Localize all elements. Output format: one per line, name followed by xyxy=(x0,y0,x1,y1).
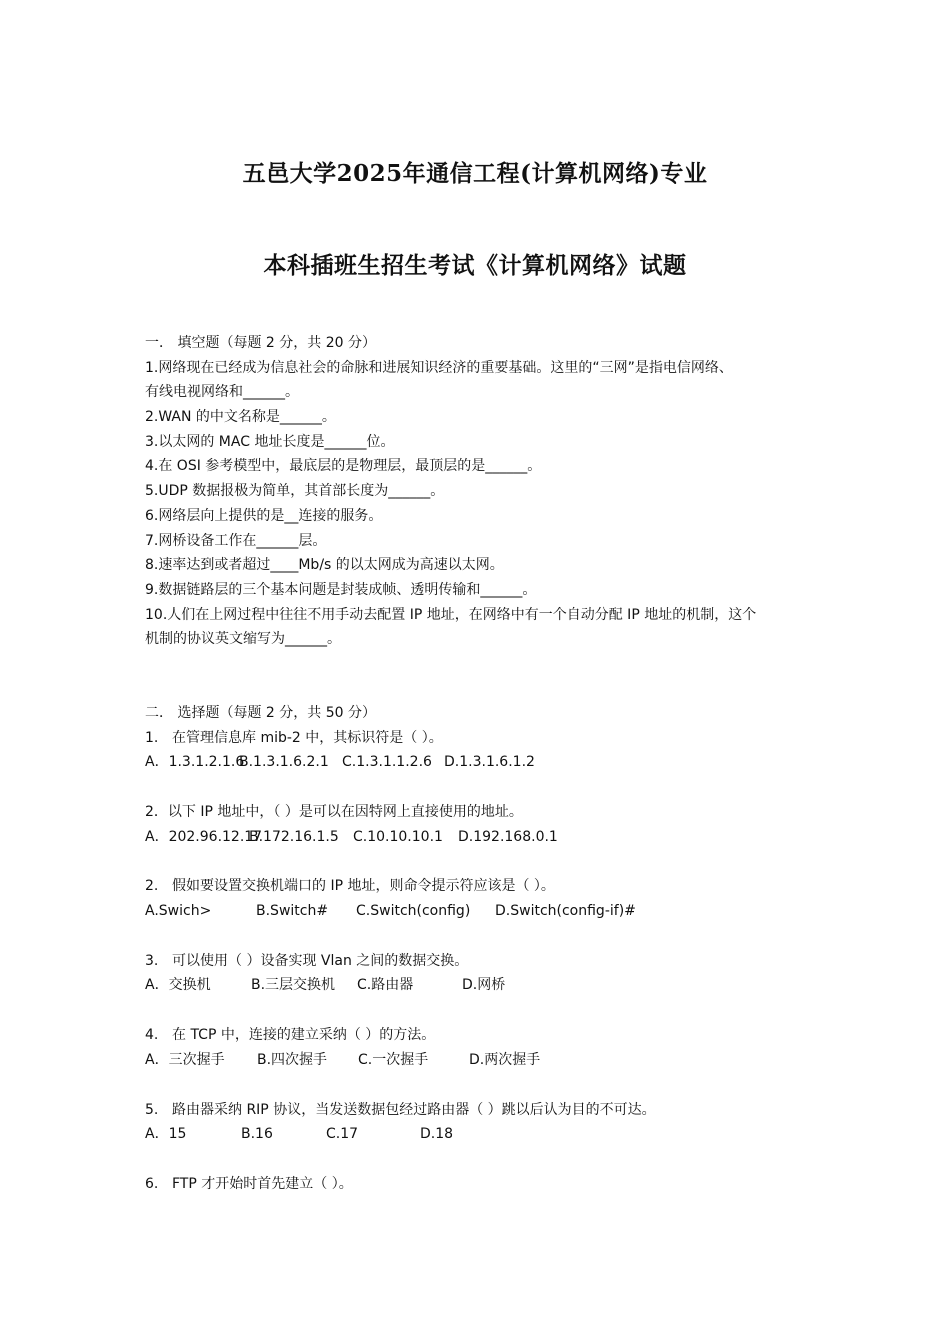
question-stem xyxy=(145,1023,825,1048)
question-text: 在管理信息库 mib-2 中，其标识符是（ ）。 xyxy=(172,729,443,746)
question-text: 路由器采纳 RIP 协议，当发送数据包经过路由器（ ）跳以后认为目的不可达。 xyxy=(172,1101,656,1118)
question-text: 5.UDP 数据报极为简单，其首部长度为______。 xyxy=(145,483,445,500)
question-text: 9.数据链路层的三个基本问题是封装成帧、透明传输和______。 xyxy=(145,581,537,598)
question-number: 3. xyxy=(145,952,159,969)
question-number: 1. xyxy=(145,729,159,746)
option-c: C.一次握手 xyxy=(358,1051,429,1068)
option-d: D.网桥 xyxy=(462,977,506,994)
option-a: A．三次握手 xyxy=(145,1051,225,1068)
question-text: 假如要设置交换机端口的 IP 地址，则命令提示符应该是（ ）。 xyxy=(172,878,555,895)
question-text: 2.WAN 的中文名称是______。 xyxy=(145,409,336,426)
option-c: C.Switch(config) xyxy=(356,903,471,920)
question-text: 可以使用（ ）设备实现 Vlan 之间的数据交换。 xyxy=(172,952,469,969)
question-text: 2．以下 IP 地址中，（ ）是可以在因特网上直接使用的地址。 xyxy=(145,804,523,820)
question-number: 4. xyxy=(145,1027,159,1044)
title-line-1: 五邑大学2025年通信工程(计算机网络)专业 xyxy=(242,160,708,187)
question-text: 8.速率达到或者超过____Mb/s 的以太网成为高速以太网。 xyxy=(145,557,504,574)
section-heading: 一． 填空题（每题 2 分，共 20 分） xyxy=(145,335,376,351)
option-a: A．1.3.1.2.1.6 xyxy=(145,754,245,771)
question-text: 有线电视网络和______。 xyxy=(145,384,299,401)
option-d: D.两次握手 xyxy=(469,1051,541,1068)
question-stem xyxy=(145,1098,825,1123)
option-row xyxy=(145,1048,825,1073)
question-number: 6. xyxy=(145,1175,159,1192)
option-row xyxy=(145,973,825,998)
option-d: D.192.168.0.1 xyxy=(458,828,558,845)
section-fill-in xyxy=(145,331,825,652)
section-heading: 二． 选择题（每题 2 分，共 50 分） xyxy=(145,704,376,721)
section-multiple-choice xyxy=(145,701,825,1197)
option-c: C.路由器 xyxy=(357,977,414,994)
question-text: 3.以太网的 MAC 地址长度是______位。 xyxy=(145,433,395,450)
option-a: A.Swich> xyxy=(145,903,212,920)
question-number: 5. xyxy=(145,1101,159,1118)
question-text: FTP 才开始时首先建立（ ）。 xyxy=(172,1175,353,1192)
option-row xyxy=(145,1122,825,1147)
question-number: 2. xyxy=(145,878,159,895)
option-row xyxy=(145,899,825,924)
question-text: 1.网络现在已经成为信息社会的命脉和进展知识经济的重要基础。这里的“三网”是指电信网络、 xyxy=(145,359,733,376)
option-b: B.16 xyxy=(241,1126,273,1143)
question-text: 机制的协议英文缩写为______。 xyxy=(145,631,341,648)
question-text: 4.在 OSI 参考模型中，最底层的是物理层，最顶层的是______。 xyxy=(145,458,542,475)
option-d: D.1.3.1.6.1.2 xyxy=(444,754,535,771)
question-stem xyxy=(145,874,825,899)
option-d: D.18 xyxy=(420,1126,454,1143)
option-a: A．15 xyxy=(145,1126,187,1143)
option-b: B.Switch# xyxy=(256,903,329,920)
question-stem xyxy=(145,1172,825,1197)
question-stem xyxy=(145,949,825,974)
option-b: B.三层交换机 xyxy=(251,977,336,994)
title-line-2: 本科插班生招生考试《计算机网络》试题 xyxy=(263,253,687,279)
question-stem xyxy=(145,726,825,751)
option-b: B.1.3.1.6.2.1 xyxy=(239,754,329,771)
option-a: A．202.96.12.17 xyxy=(145,828,263,845)
question-stem xyxy=(145,800,825,825)
exam-content xyxy=(145,331,825,1197)
option-d: D.Switch(config-if)# xyxy=(495,903,636,920)
option-b: B.四次握手 xyxy=(257,1051,328,1068)
question-text: 在 TCP 中，连接的建立采纳（ ）的方法。 xyxy=(172,1027,436,1044)
option-c: C.1.3.1.1.2.6 xyxy=(342,754,432,771)
option-row xyxy=(145,750,825,775)
question-text: 6.网络层向上提供的是__连接的服务。 xyxy=(145,507,383,524)
question-text: 7.网桥设备工作在______层。 xyxy=(145,532,327,549)
option-c: C.17 xyxy=(326,1126,359,1143)
question-text: 10.人们在上网过程中往往不用手动去配置 IP 地址，在网络中有一个自动分配 IP 地址的机制，这个 xyxy=(145,606,757,623)
option-a: A．交换机 xyxy=(145,977,211,994)
option-b: B.172.16.1.5 xyxy=(249,828,339,845)
option-row xyxy=(145,825,825,850)
option-c: C.10.10.10.1 xyxy=(353,828,443,845)
